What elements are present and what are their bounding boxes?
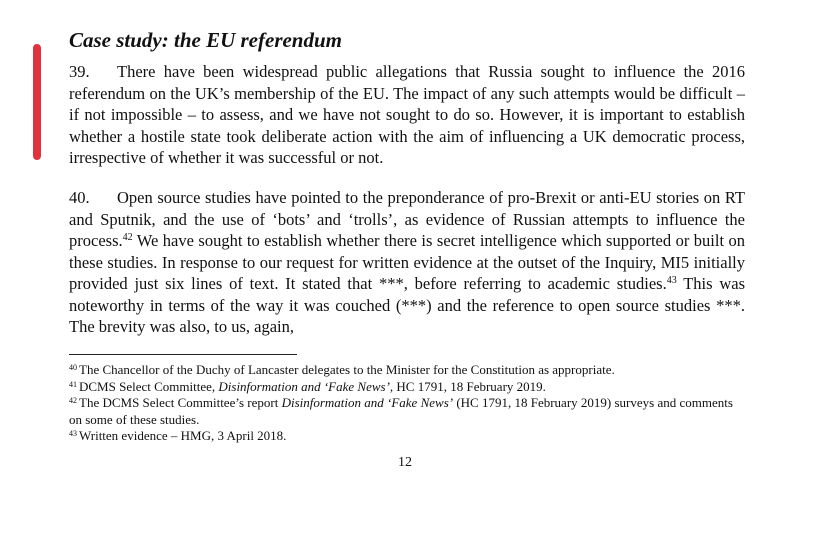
footnote-41: [69, 379, 745, 396]
section-heading: Case study: the EU referendum: [69, 28, 342, 52]
footnote-42: [69, 395, 745, 428]
footnote-number: 40: [69, 363, 77, 372]
footnote-text: Written evidence – HMG, 3 April 2018.: [79, 428, 287, 443]
footnote-number: 43: [69, 429, 77, 438]
footnote-reference[interactable]: 43: [666, 275, 677, 286]
paragraph-text: There have been widespread public allegations that Russia sought to influence the 2016 referendum on the UK’s membership of the EU. The impact of any such attempts would be difficult – if not impossible – to assess, and we have not sought to do so. However, it is important to establish whether a hostile state took deliberate action with the aim of influencing a UK democratic process, irrespective of whether it was successful or not.: [69, 62, 745, 167]
report-title: Disinformation and ‘Fake News’: [218, 378, 390, 394]
report-title: Disinformation and ‘Fake News’: [281, 395, 454, 410]
footnote-text: , HC 1791, 18 February 2019.: [389, 378, 546, 394]
footnote-text: DCMS Select Committee,: [79, 378, 219, 394]
page-number: 12: [398, 455, 412, 470]
footnotes: [69, 362, 745, 445]
footnote-text: The Chancellor of the Duchy of Lancaster delegates to the Minister for the Constitution as appropriate.: [79, 362, 615, 377]
footnote-40: [69, 362, 745, 379]
footnote-text: (HC 1791, 18 February 2019) surveys and comments on some of these studies.: [69, 395, 733, 427]
footnote-43: [69, 428, 745, 445]
footnote-number: 41: [69, 379, 77, 389]
paragraph-40: [69, 187, 745, 338]
paragraph-number: 39.: [69, 62, 90, 81]
footnote-number: 42: [69, 396, 77, 405]
paragraph-39: [69, 61, 745, 169]
footnote-separator: [69, 354, 297, 355]
margin-change-marker: [33, 44, 41, 160]
paragraph-number: 40.: [69, 188, 90, 207]
footnote-reference[interactable]: 42: [122, 232, 133, 243]
footnote-text: The DCMS Select Committee’s report: [79, 395, 282, 410]
paragraph-text: We have sought to establish whether there is secret intelligence which supported or built on these studies. In response to our request for written evidence at the outset of the Inquiry, MI5 initially provided just six lines of text. It stated that ***, before referring to academic studies.: [69, 231, 745, 293]
paragraph-text: This was noteworthy in terms of the way it was couched (***) and the reference to open source studies ***. The brevity was also, to us, again,: [69, 274, 745, 336]
paragraph-text: Open source studies have pointed to the preponderance of pro-Brexit or anti-EU stories on RT and Sputnik, and the use of ‘bots’ and ‘trolls’, as evidence of Russian attempts to influence the process.: [69, 188, 745, 250]
